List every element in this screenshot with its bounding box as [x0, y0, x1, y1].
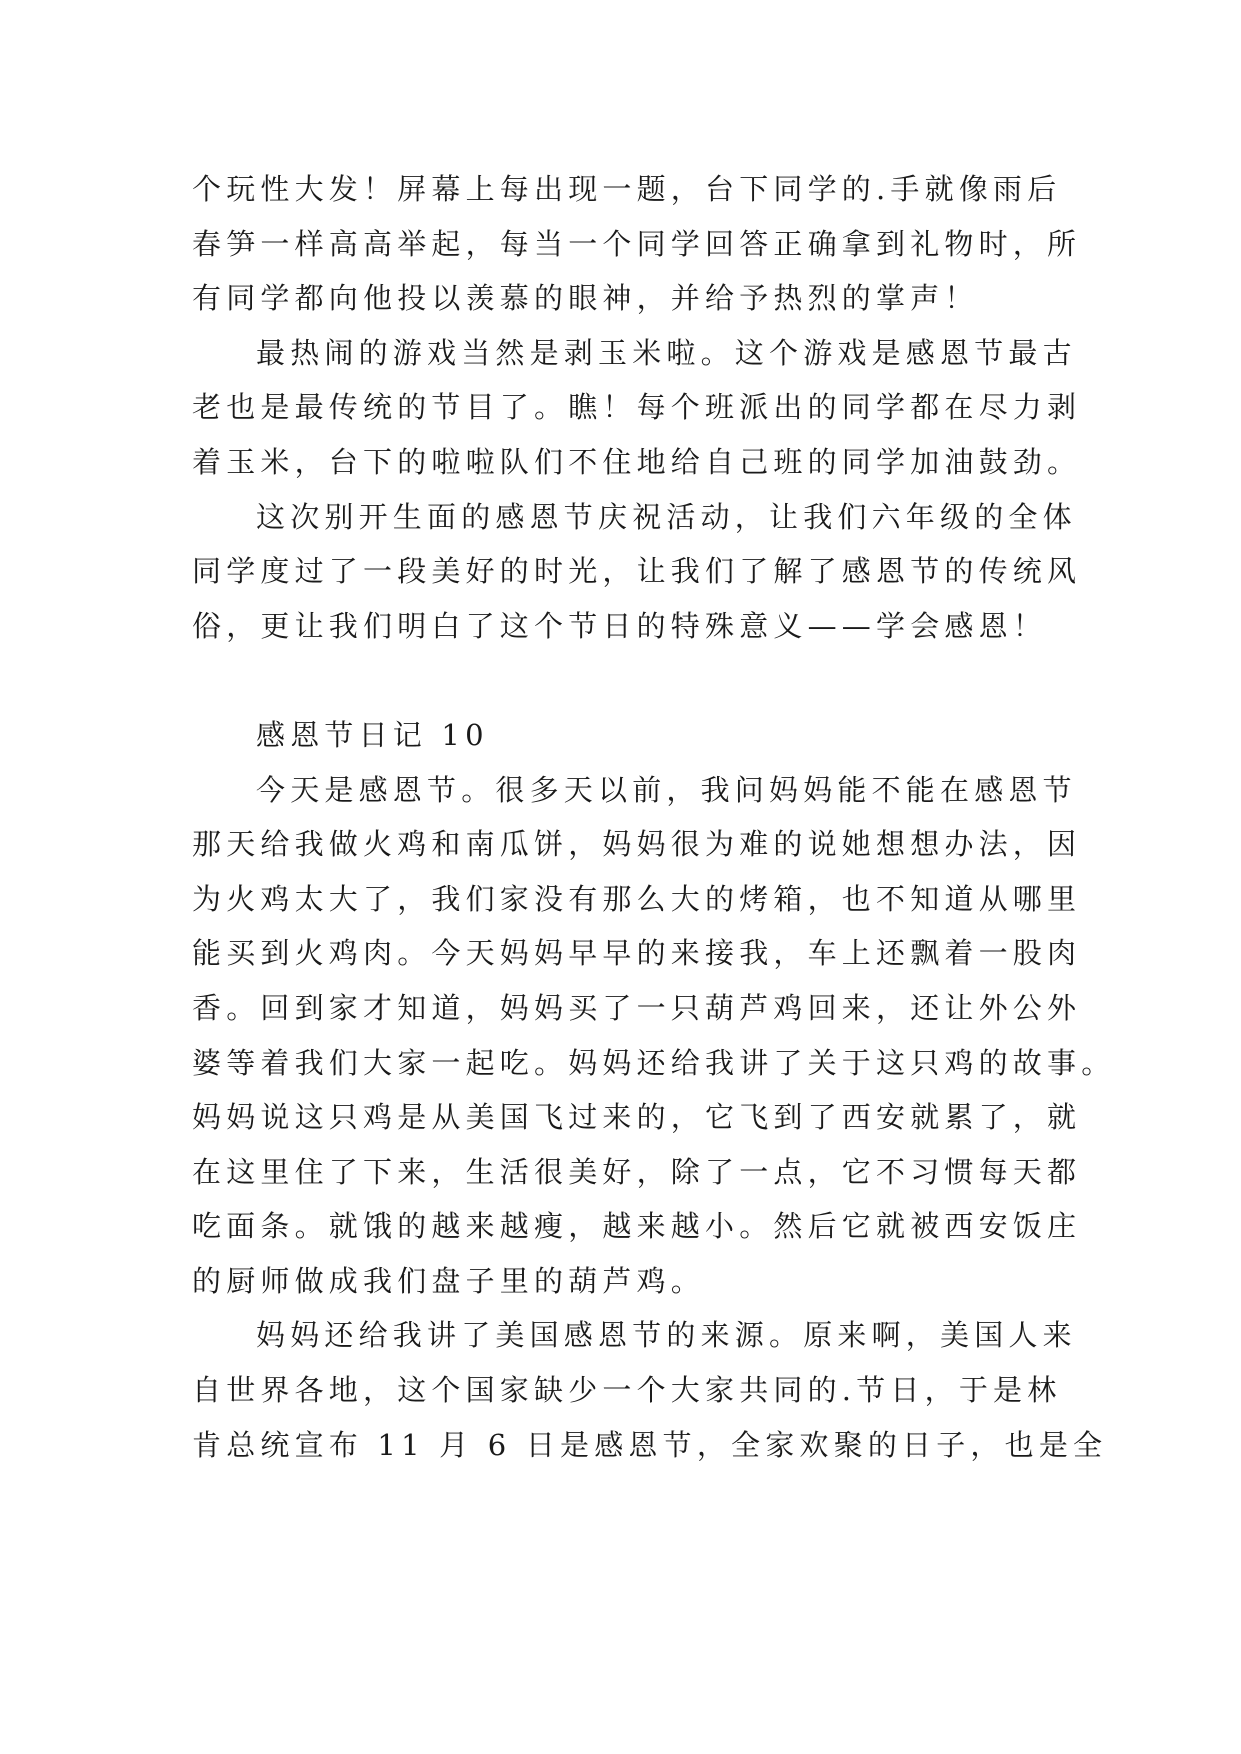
text-line: 的厨师做成我们盘子里的葫芦鸡。 — [192, 1263, 706, 1298]
document-body — [192, 162, 1116, 1472]
text-line: 为火鸡太大了，我们家没有那么大的烤箱，也不知道从哪里 — [192, 881, 1082, 916]
text-line: 这次别开生面的感恩节庆祝活动，让我们六年级的全体 — [256, 499, 1077, 534]
text-line: 春笋一样高高举起，每当一个同学回答正确拿到礼物时，所 — [192, 226, 1082, 261]
text-line: 自世界各地，这个国家缺少一个大家共同的.节日，于是林 — [192, 1373, 1062, 1408]
text-line: 最热闹的游戏当然是剥玉米啦。这个游戏是感恩节最古 — [256, 335, 1077, 370]
paragraph-spacer — [192, 653, 1072, 708]
text-line: 吃面条。就饿的越来越瘦，越来越小。然后它就被西安饭庄 — [192, 1209, 1082, 1244]
text-line: 老也是最传统的节目了。瞧！每个班派出的同学都在尽力剥 — [192, 390, 1082, 425]
text-line: 妈妈说这只鸡是从美国飞过来的，它飞到了西安就累了，就 — [192, 1100, 1082, 1135]
paragraph-3 — [192, 490, 1082, 654]
text-line: 同学度过了一段美好的时光，让我们了解了感恩节的传统风 — [192, 554, 1082, 589]
text-line: 肯总统宣布 11 月 6 日是感恩节，全家欢聚的日子，也是全 — [192, 1427, 1108, 1462]
section-title: 感恩节日记 10 — [256, 717, 489, 752]
paragraph-2 — [192, 326, 1082, 490]
text-line: 香。回到家才知道，妈妈买了一只葫芦鸡回来，还让外公外 — [192, 990, 1082, 1025]
text-line: 婆等着我们大家一起吃。妈妈还给我讲了关于这只鸡的故事。 — [192, 1045, 1116, 1080]
text-line: 那天给我做火鸡和南瓜饼，妈妈很为难的说她想想办法，因 — [192, 827, 1082, 862]
text-line: 今天是感恩节。很多天以前，我问妈妈能不能在感恩节 — [256, 772, 1077, 807]
text-line: 能买到火鸡肉。今天妈妈早早的来接我，车上还飘着一股肉 — [192, 936, 1082, 971]
text-line: 在这里住了下来，生活很美好，除了一点，它不习惯每天都 — [192, 1154, 1082, 1189]
paragraph-1 — [192, 162, 1082, 326]
text-line: 着玉米，台下的啦啦队们不住地给自己班的同学加油鼓劲。 — [192, 444, 1082, 479]
paragraph-5 — [192, 1308, 1108, 1472]
text-line: 俗，更让我们明白了这个节日的特殊意义——学会感恩！ — [192, 608, 1048, 643]
text-line: 妈妈还给我讲了美国感恩节的来源。原来啊，美国人来 — [256, 1318, 1077, 1353]
text-line: 个玩性大发！屏幕上每出现一题，台下同学的.手就像雨后 — [192, 172, 1062, 206]
paragraph-4 — [192, 763, 1116, 1309]
text-line: 有同学都向他投以羡慕的眼神，并给予热烈的掌声！ — [192, 281, 979, 316]
